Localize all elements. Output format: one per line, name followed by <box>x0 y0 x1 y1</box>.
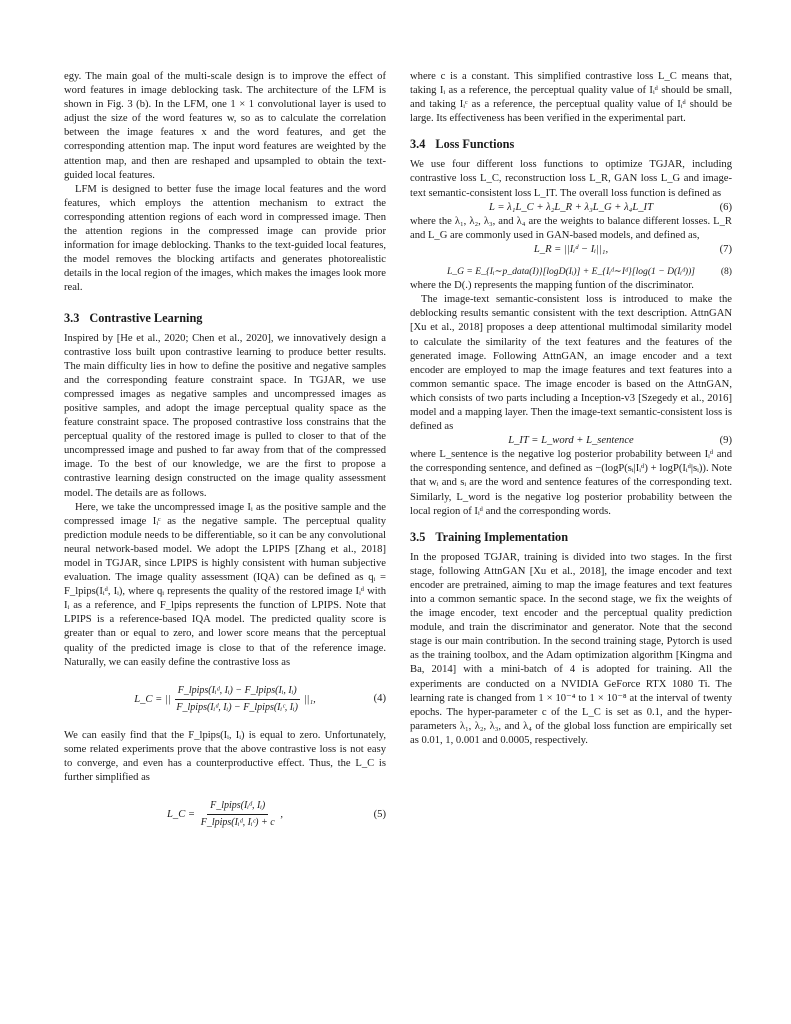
equation-4 <box>64 684 386 715</box>
left-column <box>64 70 386 831</box>
equation-4-number: (4) <box>373 693 386 705</box>
equation-4-rhs: ||₁, <box>303 693 316 705</box>
equation-8-number: (8) <box>720 266 732 278</box>
paragraph-loss-overview: We use four different loss functions to optimize TGJAR, including contrastive loss L_C, reconstruction loss L_R, GAN loss L_G and image-text semantic-consistent loss L_IT. The overall loss function is defined as <box>410 159 732 199</box>
equation-7 <box>410 243 732 257</box>
section-number: 3.3 <box>64 310 80 325</box>
equation-5-denominator: F_lpips(Iᵢᵈ, Iᵢᶜ) + c <box>200 817 275 829</box>
paragraph-contrastive-intro: Inspired by [He et al., 2020; Chen et al., 2020], we innovatively design a contrastive loss built upon contrastive learning to produce better results. The main difficulty lies in how to define the positive and negative samples and the corresponding feature constraint space. In TGJAR, we use compressed images as negative samples and uncompressed images as positive samples, and adopt the image perceptual quality space as the feature constraint space. The proposed contrastive loss constrains that the perceptual quality of the restored image is pulled to closer to that of the uncompressed image and pushed to far away from that of the compressed image. To the best of our knowledge, we are the first to propose a contrastive learning design constructed on the image quality assessment model. The details are as follows. <box>64 332 386 499</box>
equation-9-number: (9) <box>719 435 732 447</box>
equation-5-rhs: , <box>280 809 283 821</box>
equation-6 <box>410 201 732 215</box>
section-number: 3.5 <box>410 529 426 544</box>
paragraph-discriminator: where the D(.) represents the mapping funtion of the discriminator. <box>410 280 694 292</box>
equation-7-body: L_R = ||Iᵢᵈ − Iᵢ||₁, <box>533 243 609 255</box>
section-heading-3-5 <box>410 529 732 545</box>
paragraph-lfm-design: LFM is designed to better fuse the image local features and the word features, which employs the attention mechanism to extract the corresponding attention regions of each word in compressed image. Then the attention regions in the compressed image can provide prior information for image deblocking. Thanks to the text-guided local features, the model removes the blocking artifacts and generates photorealistic details in the local region of the images, which makes the images look more real. <box>64 183 386 294</box>
section-title: Training Implementation <box>435 529 569 544</box>
equation-6-number: (6) <box>719 201 732 213</box>
equation-9 <box>410 434 732 448</box>
equation-8-body: L_G = E_{Iᵢ∼p_data(I)}[logD(Iᵢ)] + E_{Iᵢᵈ∼Iᵈ}[log(1 − D(Iᵢᵈ))] <box>446 266 696 278</box>
section-heading-3-3 <box>64 310 386 326</box>
paragraph-sentence-loss: where L_sentence is the negative log posterior probability between Iᵢᵈ and the corresponding sentence, and defined as −(logP(sᵢ|Iᵢᵈ) + logP(Iᵢᵈ|sᵢ)). Note that wᵢ and sᵢ are the word and sentence features of the corresponding text. Similarly, L_word is the negative log posterior probability between the local region of Iᵢᵈ and the corresponding words. <box>410 449 732 517</box>
section-title: Contrastive Learning <box>89 310 203 325</box>
paragraph-loss-weights: where the λ₁, λ₂, λ₃, and λ₄ are the weights to balance different losses. L_R and L_G are commonly used in GAN-based models, and defined as, <box>410 215 732 241</box>
equation-4-fraction <box>173 684 301 715</box>
equation-5-lhs: L_C = <box>167 809 196 821</box>
equation-9-body: L_IT = L_word + L_sentence <box>508 435 634 447</box>
equation-5-numerator: F_lpips(Iᵢᵈ, Iᵢ) <box>207 799 268 815</box>
paragraph-constant-c: where c is a constant. This simplified contrastive loss L_C means that, taking Iᵢ as a reference, the perceptual quality value of Iᵢᵈ should be small, and taking Iᵢᶜ as a reference, the perceptual quality value of Iᵢᵈ should be large. Its effectiveness has been verified in the experimental part. <box>410 71 732 125</box>
equation-5-fraction <box>198 799 278 830</box>
equation-8 <box>410 265 732 279</box>
paragraph-training: In the proposed TGJAR, training is divided into two stages. In the first stage, following AttnGAN [Xu et al., 2018], the image encoder and text encoder are pretrained, aiming to map the image features and text features into a common semantic space. In the second stage, we fix the weights of the image encoder, text encoder and the perceptual quality prediction module, and train the discriminator and generator. Note that the second stage is our main contribution. In the second training stage, Pytorch is used as the training toolbox, and the Adam optimization algorithm [Kingma and Ba, 2014] with a mini-batch of 4 is adopted for training. All the experiments are conducted on a NVIDIA GeForce RTX 1080 Ti. The learning rate is changed from 1 × 10⁻⁴ to 1 × 10⁻⁸ at the interval of twenty epochs. The hyper-parameter c of the L_C is set as 0.1, and the hyper-parameters λ₁, λ₂, λ₃, and λ₄ of the global loss function are empirically set as 0.01, 1, 0.001 and 0.0005, respectively. <box>410 551 732 746</box>
equation-4-denominator: F_lpips(Iᵢᵈ, Iᵢ) − F_lpips(Iᵢᶜ, Iᵢ) <box>176 701 298 713</box>
paragraph-contrastive-details: Here, we take the uncompressed image Iᵢ as the positive sample and the compressed image Iᵢᶜ as the negative sample. The perceptual quality prediction module needs to be differentiable, so it can be any convolutional neural network-based model. We adopt the LPIPS [Zhang et al., 2018] model in TGJAR, since LPIPS is highly consistent with human subjective evaluation. The image quality assessment (IQA) can be defined as qᵢ = F_lpips(Iᵢᵈ, Iᵢ), where qᵢ represents the quality of the restored image Iᵢᵈ with Iᵢ as a reference, and F_lpips represents the function of LPIPS. Note that LPIPS is a reference-based IQA model. The predicted quality score is greater than or equal to zero, and lower score means that the perceptual quality of the predicted image is close to that of the reference image. Naturally, we can easily define the contrastive loss as <box>64 501 386 668</box>
section-title: Loss Functions <box>435 137 515 152</box>
paragraph-lfm-architecture: egy. The main goal of the multi-scale design is to improve the effect of word features in image deblocking task. The architecture of the LFM is shown in Fig. 3 (b). In the LFM, one 1 × 1 convolutional layer is used to adjust the size of the word features w, so as to calculate the correlation between the image features x and the word features, and get the corresponding attention map. The input word features are weighted by the attention map, and then are reshaped and upsampled to obtain the text-guided local features. <box>64 71 386 181</box>
section-heading-3-4 <box>410 136 732 152</box>
equation-4-lhs: L_C = || <box>134 693 171 705</box>
equation-5-number: (5) <box>373 808 386 820</box>
paragraph-image-text-loss: The image-text semantic-consistent loss is introduced to make the deblocking results semantic consistent with the text description. AttnGAN [Xu et al., 2018] proposes a deep attentional multimodal similarity model to calculate the similarity of the text features and the features of the generated image. Following AttnGAN, an image encoder and a text encoder are employed to map the image features and text features into a common semantic space. The image encoder is based on the AttnGAN, which consists of two parts including a Inception-v3 [Szegedy et al., 2016] model and a mapping layer. Then the image-text semantic-consistent loss is defined as <box>410 294 732 433</box>
equation-6-body: L = λ₁L_C + λ₂L_R + λ₃L_G + λ₄L_IT <box>489 201 653 213</box>
paragraph-simplification: We can easily find that the F_lpips(Iᵢ, Iᵢ) is equal to zero. Unfortunately, some related experiments prove that the above contrastive loss is not easy to converge, and even has a counterproductive effect. Thus, the L_C is further simplified as <box>64 729 386 784</box>
section-number: 3.4 <box>410 137 426 152</box>
equation-5 <box>64 799 386 830</box>
equation-4-numerator: F_lpips(Iᵢᵈ, Iᵢ) − F_lpips(Iᵢ, Iᵢ) <box>175 684 300 700</box>
right-column <box>410 70 732 748</box>
equation-7-number: (7) <box>719 243 732 255</box>
